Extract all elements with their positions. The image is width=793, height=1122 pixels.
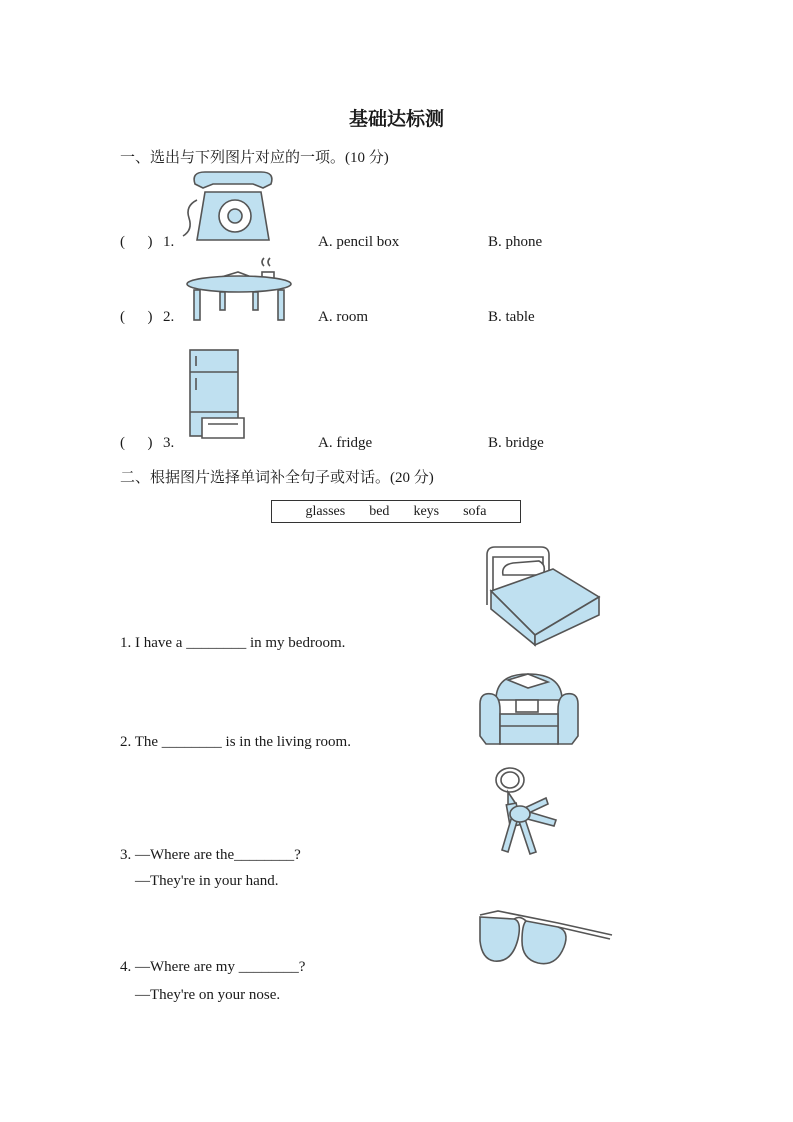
q3-option-b: B. bridge [488, 435, 544, 451]
glasses-icon [478, 905, 614, 971]
fridge-icon [188, 348, 246, 444]
keys-icon [490, 764, 570, 860]
q3-number: 3. [163, 435, 175, 451]
bed-icon [483, 545, 603, 645]
item1-sentence: 1. I have a ________ in my bedroom. [120, 635, 346, 651]
telephone-icon [183, 170, 279, 245]
q1-answer-paren[interactable]: ( ) [120, 234, 153, 250]
q2-option-a: A. room [318, 309, 368, 325]
q1-option-a: A. pencil box [318, 234, 400, 250]
item3-answer: —They're in your hand. [135, 873, 279, 889]
word-bank-item: sofa [463, 503, 487, 519]
q2-answer-paren[interactable]: ( ) [120, 309, 153, 325]
table-icon [186, 262, 292, 322]
section1-heading: 一、选出与下列图片对应的一项。(10 分) [120, 150, 389, 166]
word-bank-item: glasses [305, 503, 346, 519]
item4-answer: —They're on your nose. [135, 987, 281, 1003]
item2-sentence: 2. The ________ is in the living room. [120, 734, 351, 750]
q2-number: 2. [163, 309, 175, 325]
word-bank-item: keys [413, 503, 440, 519]
q1-number: 1. [163, 234, 175, 250]
sofa-icon [478, 670, 580, 746]
q3-option-a: A. fridge [318, 435, 373, 451]
q1-option-b: B. phone [488, 234, 543, 250]
page-title: 基础达标测 [348, 108, 444, 130]
item3-question: 3. —Where are the________? [120, 847, 301, 863]
item4-question: 4. —Where are my ________? [120, 959, 306, 975]
word-bank-item: bed [369, 503, 390, 519]
section2-heading: 二、根据图片选择单词补全句子或对话。(20 分) [120, 470, 434, 486]
word-bank [271, 500, 521, 523]
q3-answer-paren[interactable]: ( ) [120, 435, 153, 451]
q2-option-b: B. table [488, 309, 535, 325]
